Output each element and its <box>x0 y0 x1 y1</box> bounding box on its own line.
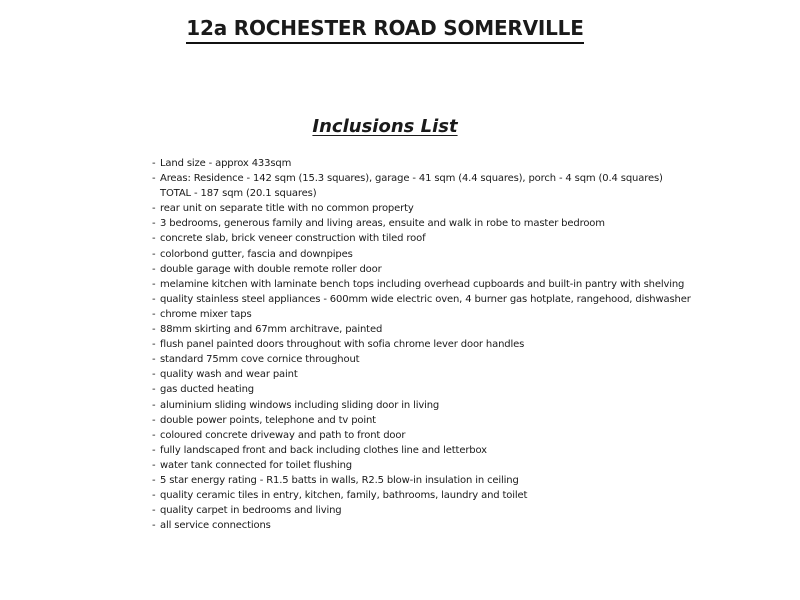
list-item <box>152 473 772 488</box>
list-item-text: quality stainless steel appliances - 600mm wide electric oven, 4 burner gas hotplate, rangehood, dishwasher <box>160 293 691 305</box>
list-item-text: coloured concrete driveway and path to front door <box>160 429 406 441</box>
bullet-dash: - <box>152 339 156 351</box>
list-item <box>152 322 772 337</box>
list-item <box>152 458 772 473</box>
list-item <box>152 503 772 518</box>
list-item <box>152 352 772 367</box>
list-item-text: Land size - approx 433sqm <box>160 158 292 169</box>
section-title-wrapper <box>0 112 800 136</box>
list-item <box>152 337 772 352</box>
bullet-dash: - <box>152 459 156 471</box>
list-item-text: fully landscaped front and back including clothes line and letterbox <box>160 444 487 456</box>
bullet-dash: - <box>152 263 156 275</box>
list-item-text: double power points, telephone and tv point <box>160 414 376 426</box>
list-item-text: gas ducted heating <box>160 384 254 396</box>
list-item <box>152 382 772 397</box>
list-item-text: standard 75mm cove cornice throughout <box>160 354 360 366</box>
list-item <box>152 443 772 458</box>
list-item <box>152 398 772 413</box>
list-item-text: double garage with double remote roller door <box>160 263 382 275</box>
list-item-text: rear unit on separate title with no common property <box>160 203 414 215</box>
list-item-text: melamine kitchen with laminate bench tops including overhead cupboards and built-in pantry with shelving <box>160 278 685 290</box>
list-item <box>152 413 772 428</box>
list-item-text: water tank connected for toilet flushing <box>160 459 352 471</box>
list-item-text: quality wash and wear paint <box>160 369 298 381</box>
list-item-text: quality ceramic tiles in entry, kitchen, family, bathrooms, laundry and toilet <box>160 490 528 502</box>
bullet-dash: - <box>152 429 156 441</box>
list-item <box>152 277 772 292</box>
list-item-text: flush panel painted doors throughout with sofia chrome lever door handles <box>160 339 525 351</box>
list-item <box>152 156 772 171</box>
list-item <box>152 518 772 533</box>
list-item <box>152 262 772 277</box>
list-item <box>152 216 772 231</box>
bullet-dash: - <box>152 278 156 290</box>
list-item-text: 88mm skirting and 67mm architrave, painted <box>160 324 383 336</box>
list-item-text: 5 star energy rating - R1.5 batts in walls, R2.5 blow-in insulation in ceiling <box>160 474 519 486</box>
section-title: Inclusions List <box>312 116 458 137</box>
bullet-dash: - <box>152 444 156 456</box>
bullet-dash: - <box>152 158 156 169</box>
list-item <box>152 201 772 216</box>
list-item-text: concrete slab, brick veneer construction with tiled roof <box>160 233 426 245</box>
list-item-text: quality carpet in bedrooms and living <box>160 505 342 517</box>
list-item-text: Areas: Residence - 142 sqm (15.3 squares), garage - 41 sqm (4.4 squares), porch - 4 sqm (0.4 squares) <box>160 173 663 185</box>
bullet-dash: - <box>152 490 156 502</box>
bullet-dash: - <box>152 354 156 366</box>
list-item-text: 3 bedrooms, generous family and living areas, ensuite and walk in robe to master bedroom <box>160 218 605 230</box>
bullet-dash: - <box>152 505 156 517</box>
bullet-dash: - <box>152 324 156 336</box>
inclusions-list <box>152 156 772 533</box>
list-item-text: aluminium sliding windows including sliding door in living <box>160 399 440 411</box>
list-item <box>152 292 772 307</box>
bullet-dash: - <box>152 520 156 532</box>
bullet-dash: - <box>152 233 156 245</box>
list-item <box>152 247 772 262</box>
list-item <box>152 428 772 443</box>
bullet-dash: - <box>152 248 156 260</box>
bullet-dash: - <box>152 218 156 230</box>
list-item <box>152 171 772 186</box>
bullet-dash: - <box>152 369 156 381</box>
bullet-dash: - <box>152 474 156 486</box>
list-item-text: TOTAL - 187 sqm (20.1 squares) <box>160 188 317 200</box>
bullet-dash: - <box>152 399 156 411</box>
list-item <box>152 488 772 503</box>
list-item-text: colorbond gutter, fascia and downpipes <box>160 248 353 260</box>
list-item-text: all service connections <box>160 520 271 532</box>
bullet-dash: - <box>152 384 156 396</box>
list-item <box>152 367 772 382</box>
bullet-dash: - <box>152 414 156 426</box>
bullet-dash: - <box>152 173 156 185</box>
list-item <box>152 307 772 322</box>
bullet-dash: - <box>152 203 156 215</box>
list-item-text: chrome mixer taps <box>160 308 252 320</box>
list-item <box>152 231 772 246</box>
document-title-wrapper <box>0 8 800 44</box>
bullet-dash: - <box>152 293 156 305</box>
bullet-dash: - <box>152 308 156 320</box>
list-item <box>152 186 772 201</box>
document-title: 12a ROCHESTER ROAD SOMERVILLE <box>186 18 583 44</box>
